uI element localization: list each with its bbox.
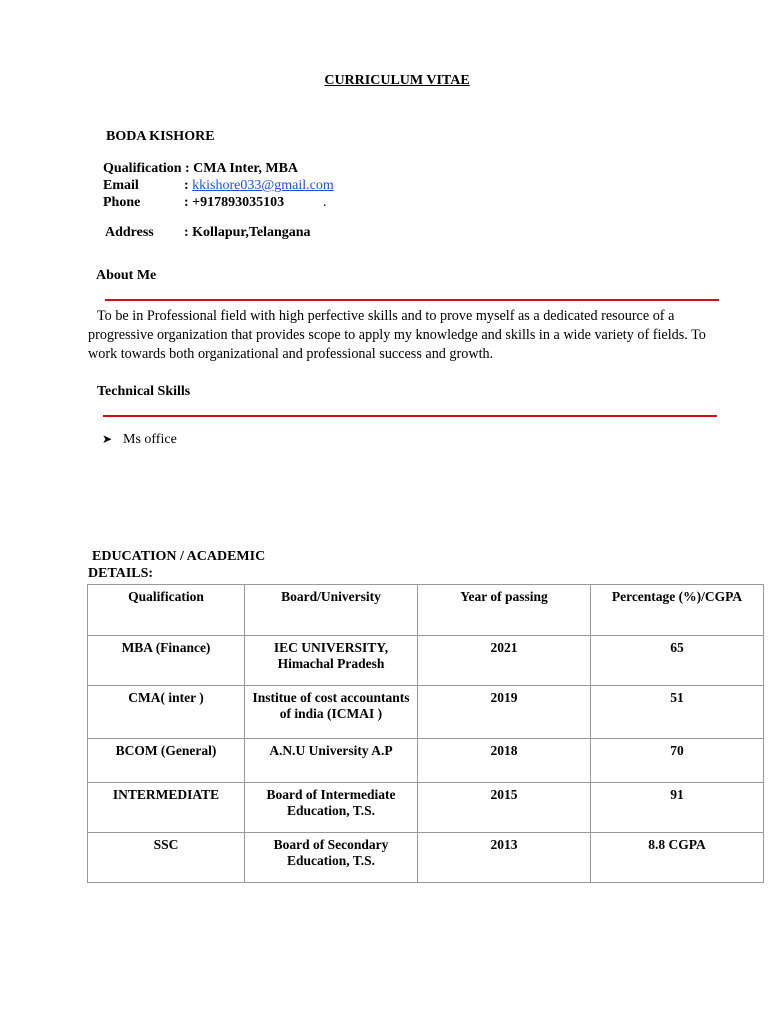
email-link[interactable]: kkishore033@gmail.com (192, 178, 334, 193)
table-cell: 2015 (418, 783, 591, 833)
qualification-label: Qualification (103, 161, 182, 176)
address-label: Address (105, 225, 154, 240)
column-header: Board/University (245, 585, 418, 636)
table-header-row (88, 585, 764, 636)
table-cell: Board of Intermediate Education, T.S. (245, 783, 418, 833)
education-heading-line1: EDUCATION / ACADEMIC (92, 549, 266, 564)
table-cell: CMA( inter ) (88, 686, 245, 739)
phone-label: Phone (103, 195, 141, 210)
table-cell: 70 (591, 739, 764, 783)
email-row (184, 178, 334, 194)
table-cell: BCOM (General) (88, 739, 245, 783)
education-heading-line2: DETAILS: (88, 566, 154, 581)
table-cell: SSC (88, 833, 245, 883)
table-row (88, 783, 764, 833)
table-cell: IEC UNIVERSITY, Himachal Pradesh (245, 636, 418, 686)
table-row (88, 739, 764, 783)
table-cell: 65 (591, 636, 764, 686)
skills-list-item (102, 432, 177, 448)
table-row (88, 686, 764, 739)
phone-trailing-dot: . (323, 195, 327, 210)
table-cell: 91 (591, 783, 764, 833)
candidate-name: BODA KISHORE (106, 129, 215, 144)
table-row (88, 636, 764, 686)
skill-label: Ms office (123, 432, 177, 447)
table-cell: 2018 (418, 739, 591, 783)
arrowhead-bullet-icon: ➤ (102, 432, 113, 446)
table-cell: MBA (Finance) (88, 636, 245, 686)
skills-divider (103, 415, 717, 417)
skills-heading: Technical Skills (97, 384, 191, 399)
about-heading: About Me (96, 268, 157, 283)
column-header: Qualification (88, 585, 245, 636)
table-cell: 51 (591, 686, 764, 739)
table-cell: 2019 (418, 686, 591, 739)
table-row (88, 833, 764, 883)
table-cell: 2013 (418, 833, 591, 883)
column-header: Percentage (%)/CGPA (591, 585, 764, 636)
education-table (87, 584, 764, 883)
about-divider (105, 299, 719, 301)
qualification-value: : CMA Inter, MBA (185, 161, 299, 176)
about-paragraph: To be in Professional field with high perfective skills and to prove myself as a dedicated resource of a progressive organization that provides scope to apply my knowledge and skills in a wide variety of fields. To work towards both organizational and professional success and growth. (88, 308, 706, 362)
phone-value: : +917893035103 (184, 195, 285, 210)
email-separator: : (184, 178, 189, 193)
table-cell: Board of Secondary Education, T.S. (245, 833, 418, 883)
table-cell: 2021 (418, 636, 591, 686)
email-label: Email (103, 178, 139, 193)
address-value: : Kollapur,Telangana (184, 225, 311, 240)
column-header: Year of passing (418, 585, 591, 636)
about-text (88, 307, 728, 364)
cv-title: CURRICULUM VITAE (324, 73, 470, 88)
table-cell: INTERMEDIATE (88, 783, 245, 833)
table-cell: A.N.U University A.P (245, 739, 418, 783)
table-cell: 8.8 CGPA (591, 833, 764, 883)
table-cell: Institue of cost accountants of india (ICMAI ) (245, 686, 418, 739)
